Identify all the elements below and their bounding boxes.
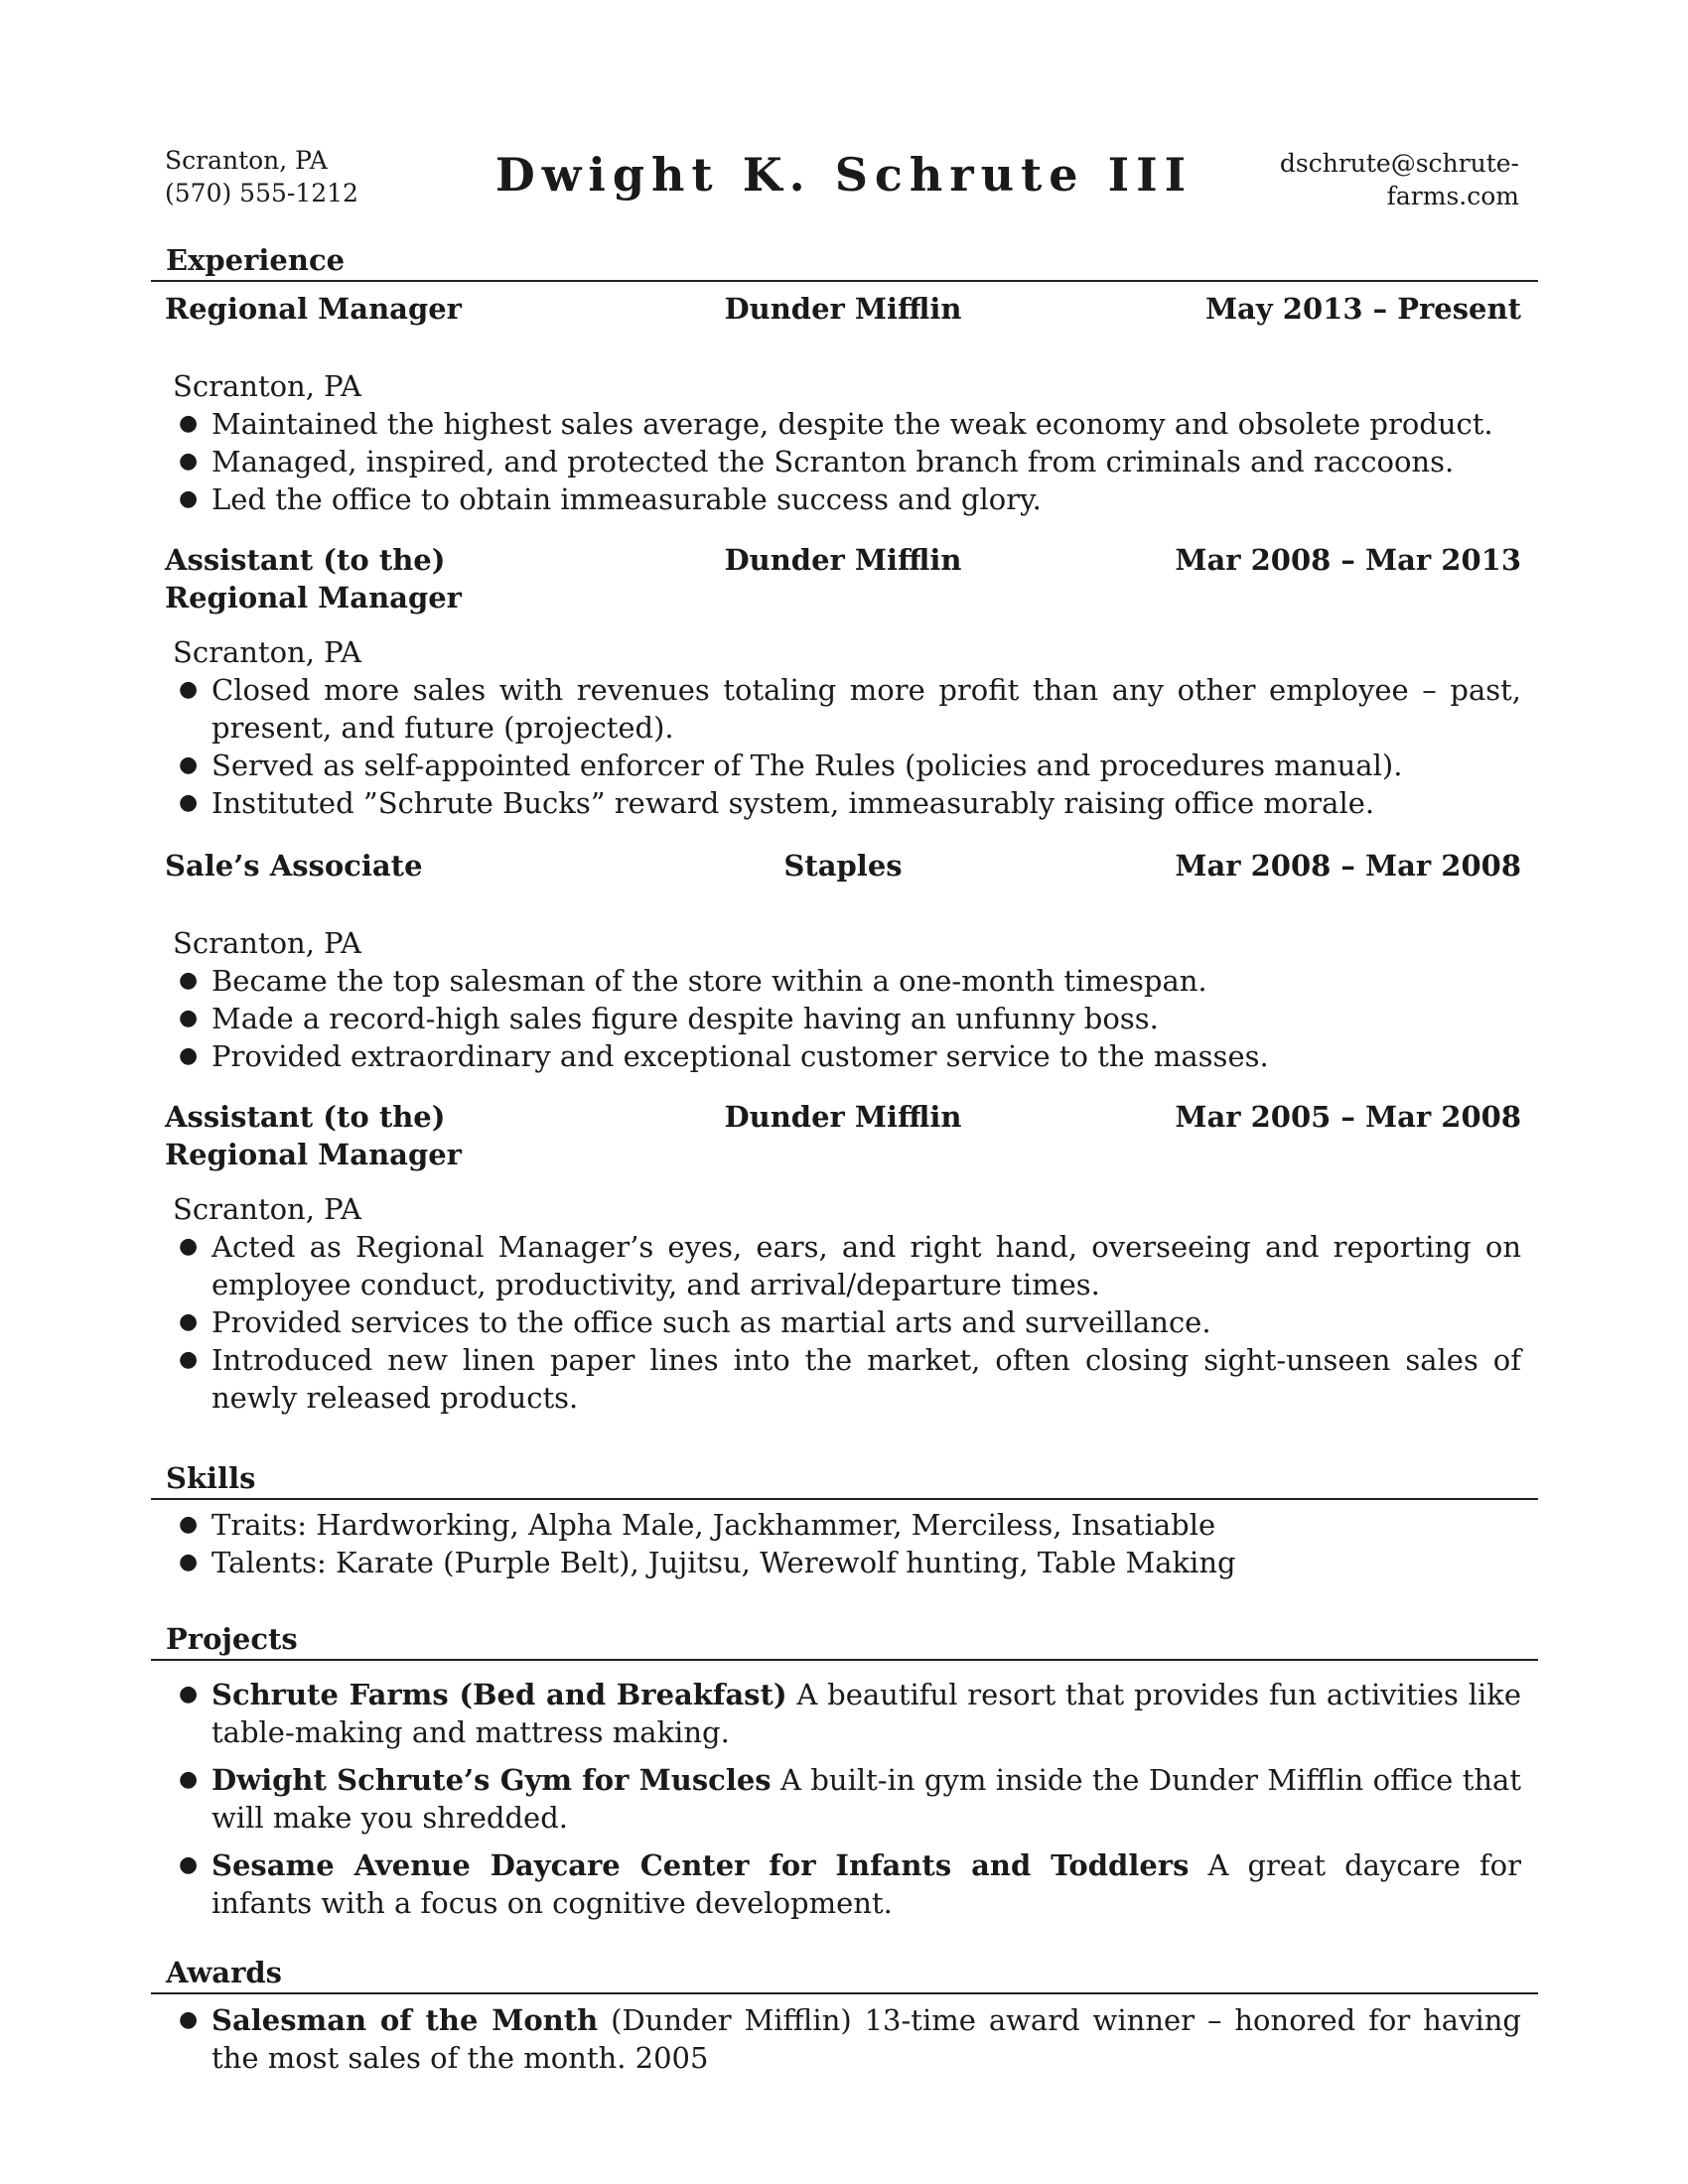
job-entry-1 bbox=[165, 290, 1521, 330]
job-entry-4 bbox=[165, 1098, 1521, 1173]
job-title: Assistant (to the) Regional Manager bbox=[165, 543, 462, 614]
job-details-4 bbox=[165, 1190, 1521, 1417]
list-item bbox=[165, 1761, 1521, 1837]
award-name: Salesman of the Month bbox=[211, 2003, 599, 2037]
job-header bbox=[165, 1098, 1521, 1173]
bullet-icon: ● bbox=[179, 2007, 199, 2032]
list-item bbox=[165, 1846, 1521, 1922]
bullet-icon: ● bbox=[179, 752, 199, 777]
awards-section-heading bbox=[151, 1955, 1538, 1994]
list-item: ● Led the office to obtain immeasurable success and glory. bbox=[179, 482, 1042, 516]
header-email-line2: farms.com bbox=[1386, 182, 1519, 210]
bullet-icon: ● bbox=[179, 1767, 199, 1792]
section-divider bbox=[151, 1659, 1538, 1661]
bullet-icon: ● bbox=[179, 1682, 199, 1706]
project-description: A built-in gym inside the Dunder Mifflin office that will make you shredded. bbox=[211, 1763, 1522, 1835]
job-title: Sale’s Associate bbox=[165, 849, 423, 883]
projects-section-heading bbox=[151, 1621, 1538, 1661]
list-item: ● Instituted ”Schrute Bucks” reward system, immeasurably raising office morale. bbox=[179, 786, 1375, 820]
bullet-icon: ● bbox=[179, 486, 199, 511]
job-company: Dunder Mifflin bbox=[724, 1100, 962, 1134]
job-bullets bbox=[165, 671, 1521, 822]
project-name: Sesame Avenue Daycare Center for Infants and Toddlers bbox=[211, 1848, 1190, 1882]
job-entry-3 bbox=[165, 847, 1521, 887]
list-item: ● Maintained the highest sales average, despite the weak economy and obsolete product. bbox=[179, 407, 1493, 441]
list-item: ● Became the top salesman of the store within a one-month timespan. bbox=[179, 964, 1207, 998]
skills-section-heading bbox=[151, 1460, 1538, 1500]
job-bullets bbox=[165, 962, 1521, 1075]
job-header bbox=[165, 541, 1521, 616]
job-dates: Mar 2005 – Mar 2008 bbox=[1175, 1100, 1521, 1134]
section-title-projects: Projects bbox=[166, 1622, 298, 1656]
header-city: Scranton, PA bbox=[165, 146, 328, 175]
job-entry-2 bbox=[165, 541, 1521, 616]
bullet-icon: ● bbox=[179, 1234, 199, 1259]
bullet-icon: ● bbox=[179, 1043, 199, 1068]
job-location: Scranton, PA bbox=[173, 926, 361, 960]
list-item: ● Managed, inspired, and protected the Scranton branch from criminals and raccoons. bbox=[179, 445, 1455, 478]
list-item: ● Provided services to the office such as martial arts and surveillance. bbox=[179, 1305, 1211, 1339]
list-item bbox=[165, 2001, 1521, 2077]
section-title-awards: Awards bbox=[166, 1956, 282, 1989]
bullet-icon: ● bbox=[179, 1550, 199, 1574]
job-dates: Mar 2008 – Mar 2013 bbox=[1175, 543, 1521, 577]
project-description: A beautiful resort that provides fun activities like table-making and mattress making. bbox=[211, 1678, 1521, 1749]
job-header bbox=[165, 290, 1521, 330]
applicant-name: Dwight K. Schrute III bbox=[494, 148, 1194, 202]
job-company: Dunder Mifflin bbox=[724, 543, 962, 577]
bullet-icon: ● bbox=[179, 1347, 199, 1372]
job-location: Scranton, PA bbox=[173, 369, 361, 403]
job-details-1 bbox=[165, 367, 1521, 518]
project-name: Schrute Farms (Bed and Breakfast) bbox=[211, 1678, 787, 1711]
section-title-skills: Skills bbox=[166, 1461, 256, 1495]
experience-section-heading bbox=[151, 242, 1538, 282]
list-item: ● Closed more sales with revenues totaling more profit than any other employee – past, present, and future (projected). bbox=[179, 673, 1521, 745]
header-email-line1: dschrute@schrute- bbox=[1279, 149, 1519, 178]
job-bullets bbox=[165, 405, 1521, 518]
job-dates: Mar 2008 – Mar 2008 bbox=[1175, 849, 1521, 883]
job-company: Staples bbox=[783, 849, 903, 883]
job-header bbox=[165, 847, 1521, 887]
bullet-icon: ● bbox=[179, 411, 199, 436]
project-name: Dwight Schrute’s Gym for Muscles bbox=[211, 1763, 772, 1797]
job-location: Scranton, PA bbox=[173, 635, 361, 669]
skills-list bbox=[165, 1506, 1521, 1581]
section-divider bbox=[151, 280, 1538, 282]
job-title: Assistant (to the) Regional Manager bbox=[165, 1100, 462, 1171]
bullet-icon: ● bbox=[179, 1006, 199, 1030]
list-item: ● Made a record-high sales figure despite having an unfunny boss. bbox=[179, 1002, 1159, 1035]
job-title: Regional Manager bbox=[165, 292, 462, 326]
award-description: (Dunder Mifflin) 13-time award winner – honored for having the most sales of the month. 2005 bbox=[211, 2003, 1521, 2075]
bullet-icon: ● bbox=[179, 968, 199, 993]
bullet-icon: ● bbox=[179, 677, 199, 702]
job-details-2 bbox=[165, 633, 1521, 822]
awards-list bbox=[165, 2001, 1521, 2077]
contact-right bbox=[1241, 147, 1519, 212]
bullet-icon: ● bbox=[179, 1512, 199, 1537]
job-location: Scranton, PA bbox=[173, 1192, 361, 1226]
bullet-icon: ● bbox=[179, 1852, 199, 1877]
job-company: Dunder Mifflin bbox=[724, 292, 962, 326]
list-item: ● Talents: Karate (Purple Belt), Jujitsu, Werewolf hunting, Table Making bbox=[179, 1546, 1236, 1579]
job-dates: May 2013 – Present bbox=[1204, 292, 1521, 326]
section-divider bbox=[151, 1498, 1538, 1500]
list-item bbox=[165, 1676, 1521, 1751]
section-divider bbox=[151, 1992, 1538, 1994]
list-item: ● Provided extraordinary and exceptional customer service to the masses. bbox=[179, 1039, 1269, 1073]
project-description: A great daycare for infants with a focus on cognitive development. bbox=[211, 1848, 1521, 1920]
projects-list bbox=[165, 1676, 1521, 1932]
section-title-experience: Experience bbox=[166, 243, 346, 277]
list-item: ● Traits: Hardworking, Alpha Male, Jackhammer, Merciless, Insatiable bbox=[179, 1508, 1216, 1542]
list-item: ● Served as self-appointed enforcer of The Rules (policies and procedures manual). bbox=[179, 749, 1403, 782]
job-details-3 bbox=[165, 924, 1521, 1075]
bullet-icon: ● bbox=[179, 790, 199, 815]
bullet-icon: ● bbox=[179, 449, 199, 474]
list-item: ● Introduced new linen paper lines into the market, often closing sight-unseen sales of newly released products. bbox=[179, 1343, 1521, 1415]
header-phone: (570) 555-1212 bbox=[165, 179, 358, 207]
bullet-icon: ● bbox=[179, 1309, 199, 1334]
job-bullets bbox=[165, 1228, 1521, 1417]
list-item: ● Acted as Regional Manager’s eyes, ears, and right hand, overseeing and reporting on employee conduct, productivity, and arrival/departure times. bbox=[179, 1230, 1521, 1301]
